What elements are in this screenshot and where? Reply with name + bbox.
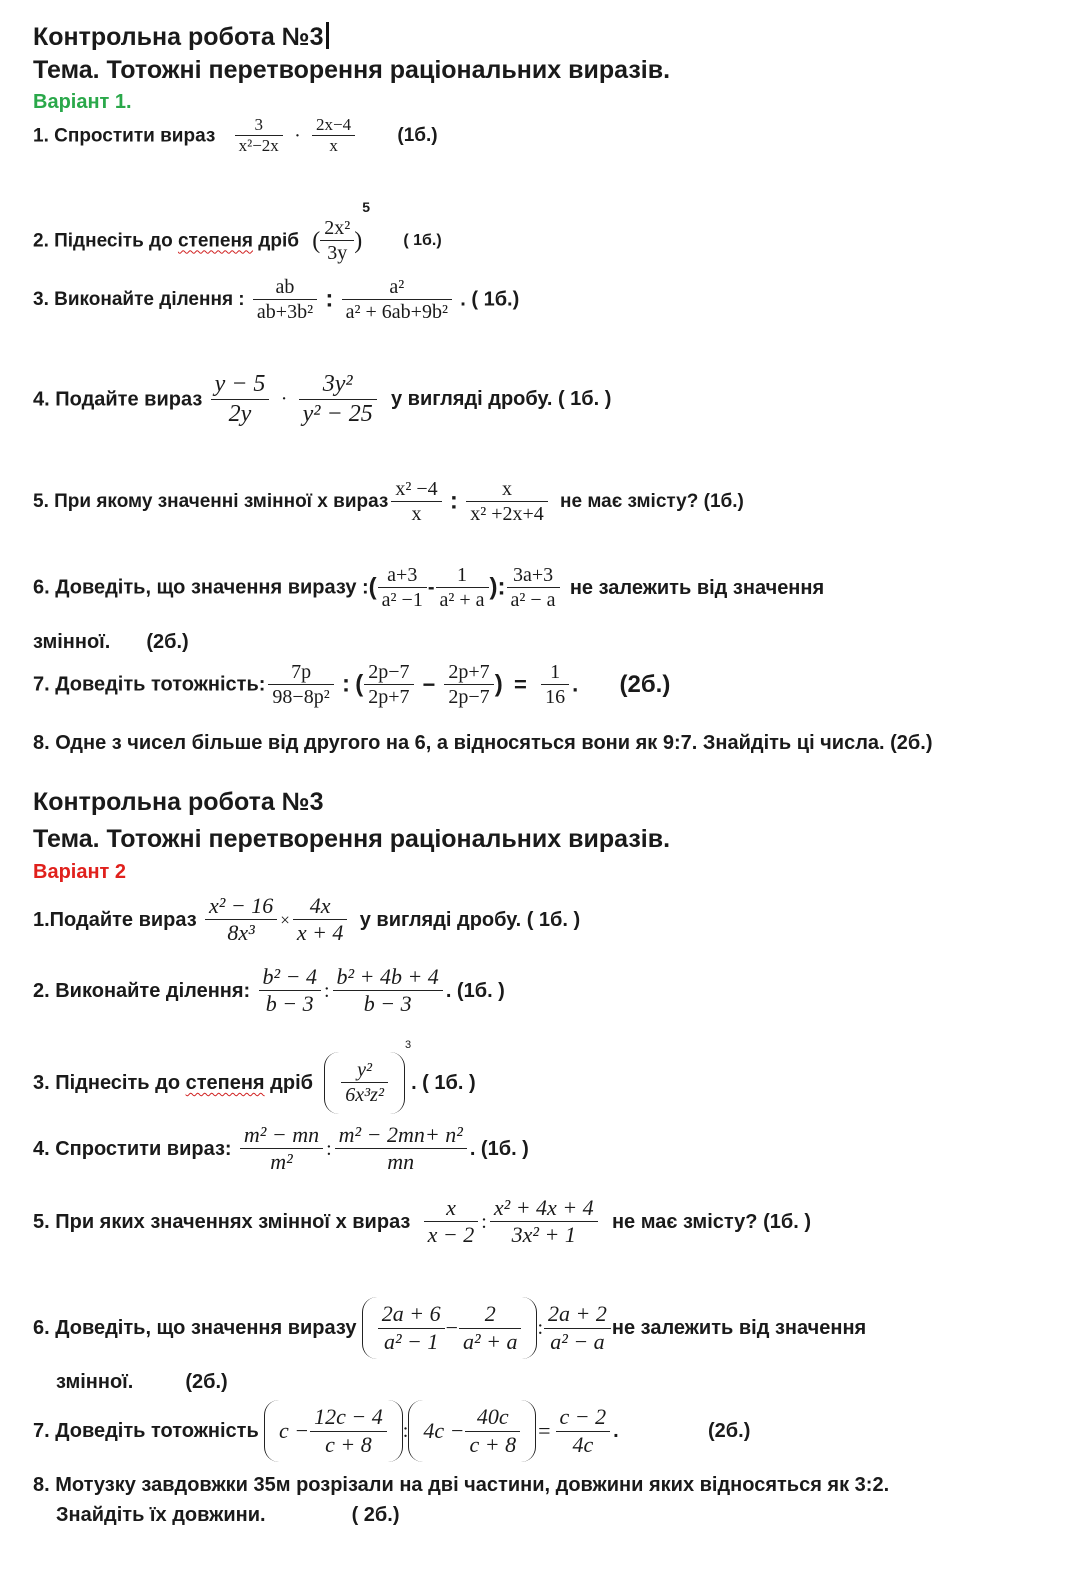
v1-t7-fraction-2 [364,660,413,709]
numerator: 7p [268,660,333,685]
period: . [572,671,579,697]
denominator: a² − a [510,589,556,611]
numerator: 2a + 2 [544,1301,611,1328]
v2-t6-fraction-2 [459,1301,521,1355]
right-paren [388,1400,403,1462]
v1-t7-points: (2б.) [619,670,671,698]
denominator: 2y [228,400,252,427]
minus-sign: − [445,1315,459,1340]
denominator: 4c [572,1431,594,1457]
numerator: a+3 [378,563,427,588]
v1-t7-fraction-1 [268,660,333,709]
label-part: 3. Піднесіть до [33,1071,186,1094]
v2-t4-tail: . (1б. ) [469,1137,529,1160]
v1-t5-operator: : [449,487,458,515]
v2-t1-label: 1.Подайте вираз [33,908,197,931]
v1-t6-fraction-2 [436,563,489,612]
v2-topic: Тема. Тотожні перетворення раціональних виразів. [33,825,671,853]
v1-task-8: 8. Одне з чисел більше від другого на 6, а відносяться вони як 9:7. Знайдіть ці числа. (2б.) [33,732,933,754]
numerator: b² − 4 [259,964,321,991]
v2-t6-fraction-1 [378,1301,445,1355]
right-paren: ) [489,573,498,601]
numerator: 2p+7 [444,660,493,685]
denominator: mn [387,1149,415,1175]
minus-sign: − [422,671,436,697]
v1-t3-points: . ( 1б.) [460,288,520,311]
left-paren [324,1052,339,1114]
numerator: x [424,1195,479,1222]
numerator: b² + 4b + 4 [333,964,443,991]
right-paren: ) [354,227,363,254]
v2-t3-fraction [341,1058,388,1107]
v2-t8-line2-text: Знайдіть їх довжини. [56,1504,266,1526]
denominator: 3x² + 1 [511,1222,576,1248]
v2-t4-fraction-2 [335,1122,467,1176]
numerator: 2a + 6 [378,1301,445,1328]
v2-t2-operator: : [323,979,330,1002]
v1-t5-tail: не має змісту? (1б.) [560,491,744,512]
left-paren: ( [312,227,321,254]
v1-t6-operator: : [497,573,506,601]
denominator: b − 3 [363,991,412,1017]
numerator: a² [342,275,452,300]
v2-t7-label: 7. Доведіть тотожність [33,1420,259,1442]
v2-t6-operator: : [537,1317,544,1339]
v2-task-4 [33,1122,529,1176]
v1-t7-label: 7. Доведіть тотожність: [33,673,266,696]
v2-t6-label: 6. Доведіть, що значення виразу [33,1317,357,1339]
v2-t6-tail: не залежить від значення [611,1317,867,1339]
numerator: 1 [436,563,489,588]
v1-task-6-line2 [33,632,189,652]
v1-t1-fraction-2 [312,115,355,157]
v1-t4-operator: · [280,388,288,411]
v2-t3-exponent: 3 [404,1039,412,1051]
numerator: 40c [465,1404,520,1431]
numerator: m² − mn [240,1122,323,1149]
v2-variant-label: Варіант 2 [33,861,127,883]
denominator: 6x³z² [345,1084,384,1107]
v1-t3-label: 3. Виконайте ділення : [33,289,245,310]
v1-t1-operator: · [294,124,301,147]
numerator: 2 [459,1301,521,1328]
v2-t2-fraction-2 [333,964,443,1018]
denominator: y² − 25 [302,400,373,427]
denominator: a² − a [550,1328,605,1354]
v1-t2-fraction [320,216,354,265]
numerator: x² −4 [391,477,441,502]
v1-t1-label: 1. Спростити вираз [33,125,216,147]
v2-title: Контрольна робота №3 [33,788,324,816]
denominator: ab+3b² [256,301,314,323]
v2-task-2 [33,964,505,1018]
numerator: 2x² [320,216,354,241]
label-part: 2. Піднесіть до [33,230,178,252]
denominator: a² + a [463,1328,518,1354]
denominator: c + 8 [469,1431,517,1457]
denominator: a² −1 [381,589,423,611]
label-part: дріб [264,1071,313,1094]
v2-t7-points: (2б.) [708,1420,751,1442]
v1-task-4 [33,370,611,429]
v1-t5-label: 5. При якому значенні змінної x вираз [33,491,389,512]
v1-task-7 [33,660,670,709]
v1-t2-exponent: 5 [362,199,371,215]
v2-task-6 [33,1297,866,1359]
text-cursor [326,22,329,49]
numerator: c − 2 [556,1404,611,1431]
v2-t4-operator: : [326,1137,332,1160]
denominator: 98−8p² [272,686,330,708]
v2-task-5 [33,1195,811,1249]
left-paren [362,1297,377,1359]
v2-task-3 [33,1040,476,1114]
denominator: c + 8 [325,1431,372,1457]
v2-t6-line2-text: змінної. [56,1371,134,1393]
v1-title [33,22,329,50]
numerator: 3a+3 [507,563,560,588]
v2-t1-fraction-2 [293,893,348,947]
v2-task-8-line2 [56,1505,400,1525]
numerator: y − 5 [211,370,270,400]
denominator: 8x³ [227,920,255,946]
v2-t2-tail: . (1б. ) [445,979,505,1002]
v2-t4-label: 4. Спростити вираз: [33,1137,232,1160]
v1-variant-label: Варіант 1. [33,91,132,113]
denominator: 2p+7 [368,686,410,708]
v2-t7-term-2: 4c − [423,1418,465,1443]
v1-t3-operator: : [325,285,334,313]
denominator: a² + 6ab+9b² [345,301,448,323]
v2-task-7 [33,1400,750,1462]
denominator: a² + a [439,589,485,611]
v2-t7-fraction-1 [310,1404,387,1458]
v2-t8-points: ( 2б.) [351,1504,400,1526]
v1-t4-label: 4. Подайте вираз [33,388,203,411]
denominator: 3y [327,242,348,265]
v2-t7-term-1: c − [279,1418,310,1443]
v1-t7-fraction-4 [541,660,569,709]
v1-t2-points: ( 1б.) [403,231,442,249]
numerator: y² [341,1058,388,1083]
v2-t6-points: (2б.) [185,1371,228,1393]
v2-task-8: 8. Мотузку завдовжки 35м розрізали на дві частини, довжини яких відносяться як 3:2. [33,1474,890,1496]
v1-title-text: Контрольна робота №3 [33,23,324,51]
v1-t4-fraction-1 [211,370,270,429]
v1-t6-fraction-1 [378,563,427,612]
numerator: 1 [541,660,569,685]
denominator: x² +2x+4 [470,503,544,525]
v2-t3-label [33,1072,313,1094]
v1-t4-tail: у вигляді дробу. ( 1б. ) [390,388,612,411]
v1-task-6 [33,563,824,612]
v2-t7-fraction-3 [556,1404,611,1458]
denominator: m² [270,1149,293,1175]
v1-t7-operator: : [341,670,350,698]
numerator: 12c − 4 [310,1404,387,1431]
v1-task-1 [33,115,438,157]
denominator: 16 [545,686,566,708]
denominator: x²−2x [238,136,279,156]
v1-t3-fraction-1 [253,275,317,324]
numerator: m² − 2mn+ n² [335,1122,467,1149]
numerator: 2x−4 [312,115,355,136]
equals-sign: = [513,671,527,697]
right-paren [522,1297,537,1359]
minus-sign: - [427,576,435,599]
left-paren [408,1400,423,1462]
v2-t5-fraction-1 [424,1195,479,1249]
v1-t6-fraction-3 [507,563,560,612]
right-paren [521,1400,536,1462]
v2-t6-fraction-3 [544,1301,611,1355]
v1-t1-fraction-1 [235,115,283,157]
period: . [613,1420,619,1442]
numerator: 4x [293,893,348,920]
v1-t2-label [33,230,299,251]
label-part: дріб [253,230,299,252]
right-paren [390,1052,405,1114]
denominator: 2p−7 [448,686,490,708]
v2-t1-fraction-1 [205,893,277,947]
denominator: b − 3 [265,991,314,1017]
numerator: x² − 16 [205,893,277,920]
v1-t5-fraction-1 [391,477,441,526]
equals-sign: = [538,1418,551,1443]
v1-topic: Тема. Тотожні перетворення раціональних виразів. [33,56,671,84]
v1-t6-tail: не залежить від значення [569,576,825,599]
v1-t6-line2-text: змінної. [33,631,111,653]
v1-t1-points: (1б.) [397,125,438,147]
v2-t4-fraction-1 [240,1122,323,1176]
v2-t1-tail: у вигляді дробу. ( 1б. ) [359,908,581,931]
v1-task-2 [33,200,442,265]
left-paren: ( [355,670,364,698]
v2-t2-fraction-1 [259,964,321,1018]
left-paren [264,1400,279,1462]
v2-task-6-line2 [56,1372,228,1392]
numerator: x² + 4x + 4 [490,1195,598,1222]
spellcheck-word: степеня [185,1071,265,1094]
numerator: ab [253,275,317,300]
v2-t5-tail: не має змісту? (1б. ) [611,1210,811,1233]
v2-task-1 [33,893,580,947]
spellcheck-word: степеня [177,230,254,252]
numerator: 2p−7 [364,660,413,685]
left-paren: ( [368,573,377,601]
v1-t5-fraction-2 [466,477,548,526]
v1-t6-label: 6. Доведіть, що значення виразу : [33,576,369,599]
numerator: 3 [235,115,283,136]
v2-t5-operator: : [481,1210,487,1233]
v2-t2-label: 2. Виконайте ділення: [33,979,251,1002]
denominator: a² − 1 [383,1328,439,1354]
denominator: x [329,136,338,156]
v2-t3-tail: . ( 1б. ) [411,1071,476,1094]
right-paren: ) [494,670,503,698]
numerator: 3y² [299,370,377,400]
v1-task-3 [33,275,519,324]
v2-t7-fraction-2 [465,1404,520,1458]
v1-t7-fraction-3 [444,660,493,709]
v1-t4-fraction-2 [299,370,377,429]
v2-t1-operator: × [280,910,290,930]
v1-t3-fraction-2 [342,275,452,324]
v2-t5-label: 5. При яких значеннях змінної x вираз [33,1210,411,1233]
denominator: x − 2 [427,1222,475,1248]
denominator: x [411,503,422,525]
v1-task-5 [33,477,744,526]
denominator: x + 4 [296,920,344,946]
numerator: x [466,477,548,502]
v1-t6-points: (2б.) [146,631,189,653]
v2-t7-operator: : [402,1420,409,1442]
v2-t5-fraction-2 [490,1195,598,1249]
